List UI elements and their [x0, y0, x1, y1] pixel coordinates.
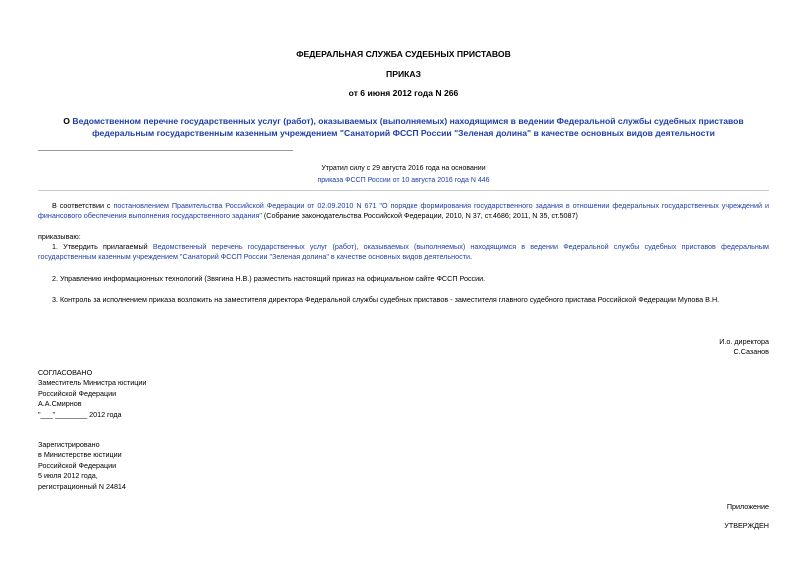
- item1-link[interactable]: Ведомственный перечень государственных услуг (работ), оказываемых (выполняемых) находящимся в ведении Федеральной службы судебных приставов федеральным государственным казенным учреждением "Санаторий ФССП России "Зеленая долина" в качестве основных видов деятельности: [38, 242, 769, 262]
- item1-suffix: .: [470, 252, 473, 262]
- registered-block: [38, 440, 126, 492]
- agreed-line-3: Российской Федерации: [38, 388, 117, 398]
- agreed-line-1: СОГЛАСОВАНО: [38, 368, 93, 377]
- agreed-line-4: А.А.Смирнов: [38, 399, 82, 409]
- signature-name: С.Сазанов: [733, 347, 769, 357]
- doc-type: ПРИКАЗ: [386, 69, 421, 79]
- registered-line-1: Зарегистрировано: [38, 440, 100, 449]
- signature-block: [719, 337, 769, 358]
- approved-label: УТВЕРЖДЕН: [724, 521, 769, 530]
- document-title: [38, 115, 769, 140]
- order-item-2: 2. Управлению информационных технологий (Звягина Н.В.) разместить настоящий приказ на официальном сайте ФССП России.: [52, 274, 486, 283]
- preamble-link[interactable]: постановлением Правительства Российской Федерации от 02.09.2010 N 671 "О порядке формирования государственного задания в отношении федеральных государственных учреждений и финансового обеспечения выполнения государственного задания": [38, 201, 769, 221]
- status-note-link[interactable]: приказа ФССП России от 10 августа 2016 года N 446: [317, 177, 490, 184]
- registered-line-2: в Министерстве юстиции: [38, 450, 122, 460]
- appendix-label: Приложение: [726, 502, 769, 511]
- registered-line-4: 5 июля 2012 года,: [38, 471, 98, 481]
- signature-position: И.о. директора: [719, 337, 769, 346]
- agency-name: ФЕДЕРАЛЬНАЯ СЛУЖБА СУДЕБНЫХ ПРИСТАВОВ: [296, 49, 511, 59]
- divider-long: [38, 190, 769, 191]
- order-item-1: [38, 242, 769, 263]
- registered-line-3: Российской Федерации: [38, 460, 117, 470]
- doc-date-number: от 6 июня 2012 года N 266: [348, 88, 459, 98]
- status-note-line1: Утратил силу с 29 августа 2016 года на основании: [321, 165, 486, 172]
- preamble-prefix: В соответствии с: [52, 201, 114, 210]
- item1-prefix: 1. Утвердить прилагаемый: [52, 242, 153, 251]
- preamble-paragraph: [38, 201, 769, 222]
- title-link[interactable]: Ведомственном перечне государственных услуг (работ), оказываемых (выполняемых) находящимся в ведении Федеральной службы судебных приставов федеральным государственным казенным учреждением "Санаторий ФССП России "Зеленая долина" в качестве основных видов деятельности: [72, 116, 744, 139]
- title-prefix: О: [63, 116, 73, 126]
- agreed-line-5: "___"________ 2012 года: [38, 409, 122, 419]
- divider-short: [38, 150, 293, 151]
- order-item-3: 3. Контроль за исполнением приказа возложить на заместителя директора Федеральной службы судебных приставов - заместителя главного судебного пристава Российской Федерации Мупова В.Н.: [52, 295, 720, 304]
- agreed-line-2: Заместитель Министра юстиции: [38, 378, 147, 388]
- registered-line-5: регистрационный N 24814: [38, 481, 126, 491]
- preamble-suffix: (Собрание законодательства Российской Федерации, 2010, N 37, ст.4686; 2011, N 35, ст.5087): [261, 211, 578, 221]
- agreed-block: [38, 368, 146, 420]
- order-word: приказываю:: [38, 232, 81, 241]
- document-page: [38, 0, 769, 571]
